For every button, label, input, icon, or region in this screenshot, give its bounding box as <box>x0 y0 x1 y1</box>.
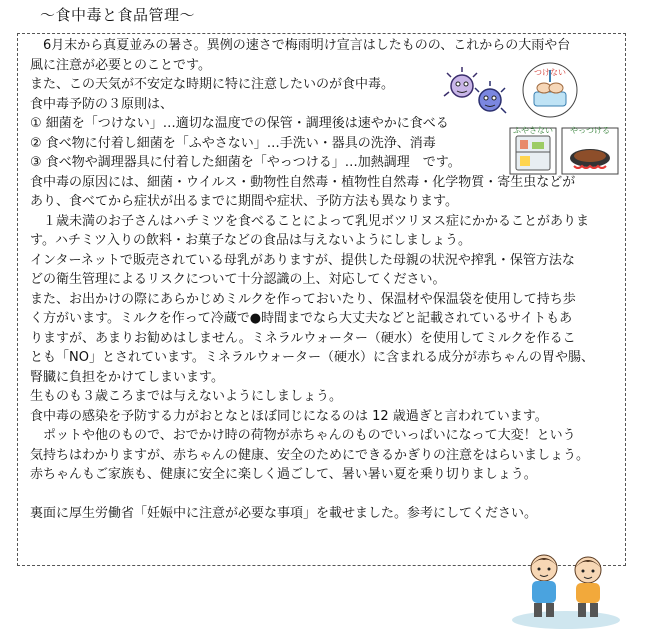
text-line: 気持ちはわかりますが、赤ちゃんの健康、安全のためにできるかぎりの注意をはらいましょう。 <box>30 447 590 463</box>
text-line: ポットや他のもので、おでかけ時の荷物が赤ちゃんのものでいっぱいになって大変！という <box>30 428 576 443</box>
text-line: 風に注意が必要とのことです。 <box>30 57 211 73</box>
text-line: く方がいます。ミルクを作って冷蔵で●時間までなら大丈夫などと記載されているサイトもあ <box>30 311 573 326</box>
text-line: 腎臓に負担をかけてしまいます。 <box>30 369 224 385</box>
text-line: ③ 食べ物や調理器具に付着した細菌を「やっつける」…加熱調理 です。 <box>30 155 461 170</box>
text-line <box>30 485 630 505</box>
text-line: 生ものも３歳ころまでは与えないようにしましょう。 <box>30 389 343 404</box>
text-line: 赤ちゃんもご家族も、健康に安全に楽しく過ごして、暑い暑い夏を乗り切りましょう。 <box>30 467 537 482</box>
text-line: 食中毒の感染を予防する力がおとなとほぼ同じになるのは 12 歳過ぎと言われています。 <box>30 408 548 424</box>
text-line: 食中毒予防の３原則は、 <box>30 96 174 112</box>
children-illustration <box>510 548 622 630</box>
text-line: あり、食べてから症状が出るまでに期間や症状、予防方法も異なります。 <box>30 194 458 209</box>
text-line: す。ハチミツ入りの飲料・お菓子などの食品は与えないようにしましょう。 <box>30 233 471 248</box>
text-line: ① 細菌を「つけない」…適切な温度での保管・調理後は速やかに食べる <box>30 116 449 131</box>
food-poisoning-principles-illustration <box>508 62 620 176</box>
text-line: 6月末から真夏並みの暑さ。異例の速さで梅雨明け宣言はしたものの、これからの大雨や台 <box>30 38 571 53</box>
germ-icon <box>475 81 506 113</box>
text-line: りますが、あまりお勧めはしません。ミネラルウォーター（硬水）を使用してミルクを作るこ <box>30 330 576 346</box>
text-line: ② 食べ物に付着し細菌を「ふやさない」…手洗い・器具の洗浄、消毒 <box>30 135 436 151</box>
tsukenai-label: つけない <box>534 68 566 77</box>
text-line: 食中毒の原因には、細菌・ウイルス・動物性自然毒・植物性自然毒・化学物質・寄生虫などが <box>30 174 576 190</box>
yattsukeru-label: やっつける <box>570 126 610 135</box>
text-line: また、お出かけの際にあらかじめミルクを作っておいたり、保温材や保温袋を使用して持ち歩 <box>30 291 576 307</box>
child-icon <box>531 555 557 617</box>
germ-icon <box>444 67 477 97</box>
section-title: ～食中毒と食品管理～ <box>40 6 196 24</box>
text-line: とも「NO」とされています。ミネラルウォーター（硬水）に含まれる成分が赤ちゃんの胃や腸、 <box>30 350 595 365</box>
germs-illustration <box>440 64 510 120</box>
text-line: １歳未満のお子さんはハチミツを食べることによって乳児ボツリヌス症にかかることがありま <box>30 213 590 229</box>
text-line: どの衛生管理によるリスクについて十分認識の上、対応してください。 <box>30 272 446 287</box>
text-line: また、この天気が不安定な時期に特に注意したいのが食中毒。 <box>30 77 395 92</box>
text-line: 裏面に厚生労働省「妊娠中に注意が必要な事項」を載せました。参考にしてください。 <box>30 506 538 521</box>
child-icon <box>575 557 601 617</box>
fuyasanai-label: ふやさない <box>513 126 553 135</box>
text-line: インターネットで販売されている母乳がありますが、提供した母親の状況や搾乳・保管方法な <box>30 252 575 268</box>
ground-shape <box>512 611 620 629</box>
